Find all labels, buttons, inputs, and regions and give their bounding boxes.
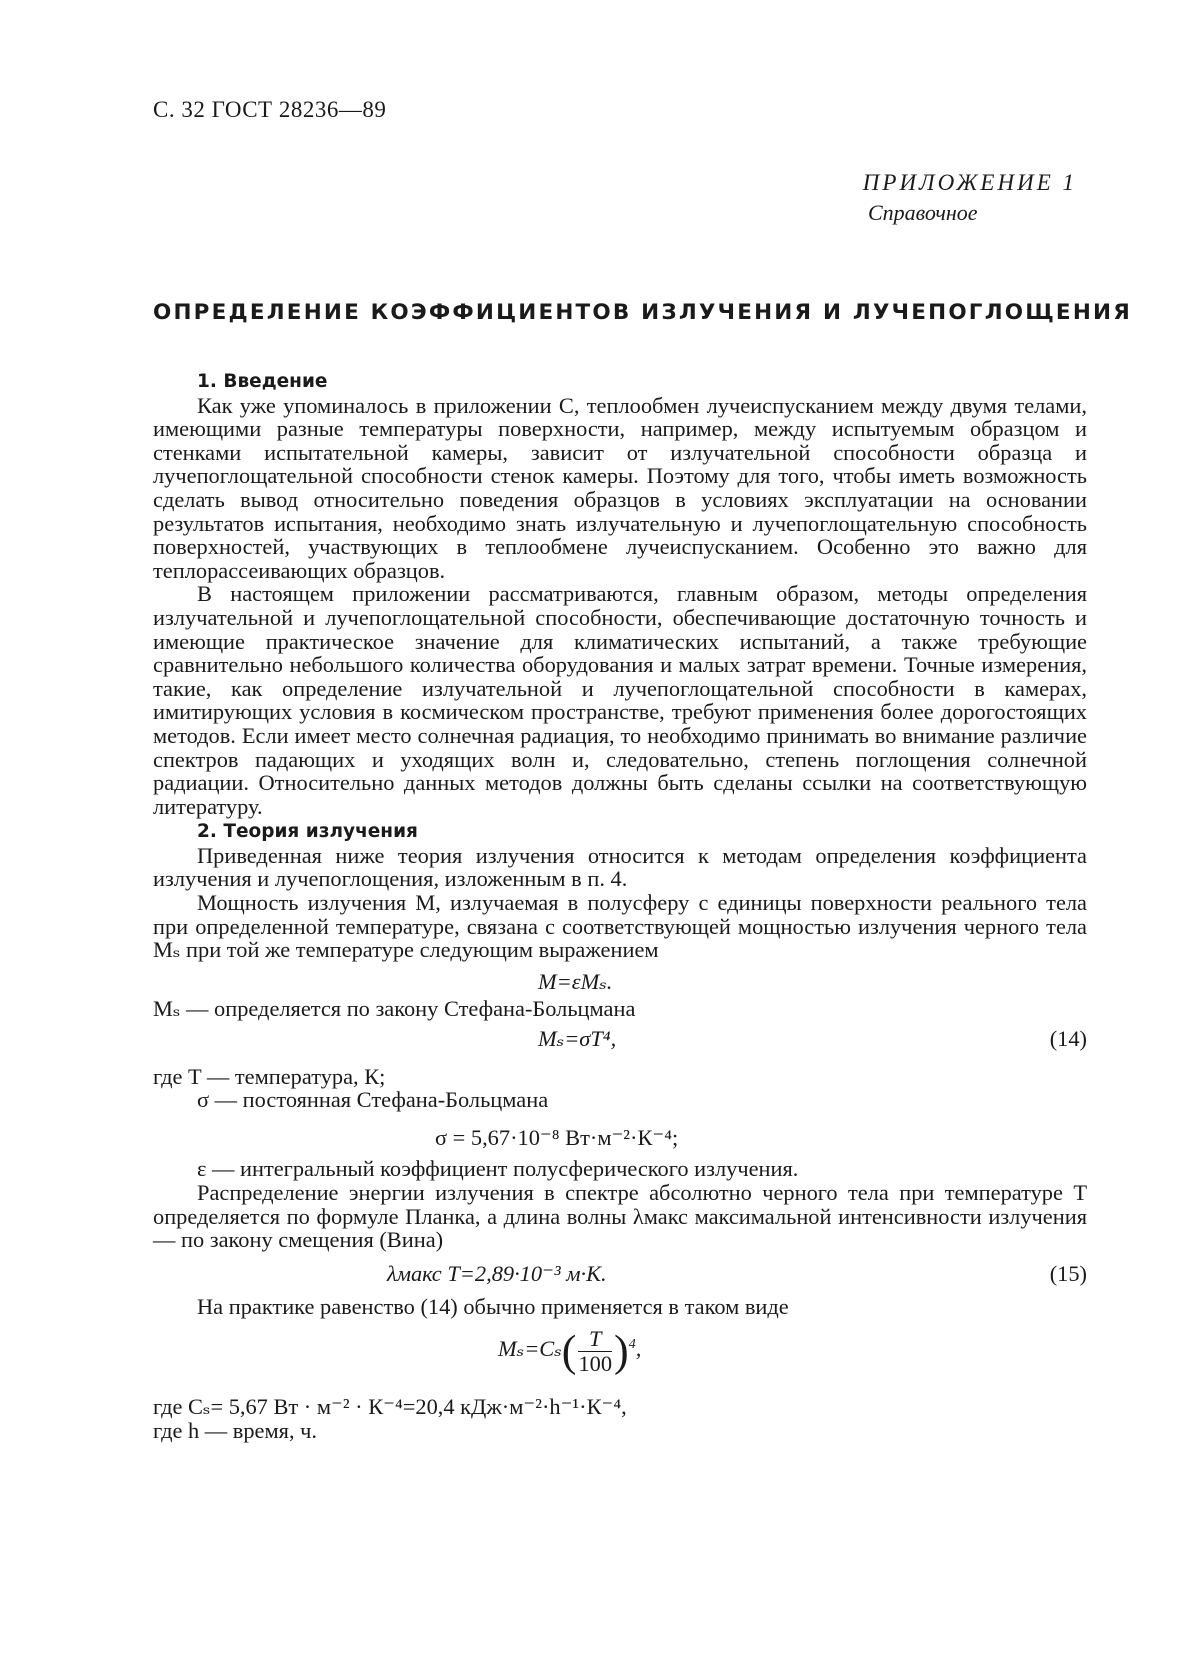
paragraph: На практике равенство (14) обычно применяется в таком виде <box>197 1294 789 1320</box>
cs-definition: где Cₛ= 5,67 Вт · м⁻² · К⁻⁴=20,4 кДж·м⁻²·h⁻¹·К⁻⁴, <box>153 1393 627 1419</box>
ms-definition: Mₛ — определяется по закону Стефана-Больцмана <box>153 996 636 1022</box>
formula-15: λмакс T=2,89·10⁻³ м·К. (15) <box>387 1260 1087 1286</box>
paragraph: Как уже упоминалось в приложении С, теплообмен лучеиспусканием между двумя телами, имеющими разные температуры поверхности, например, между испытуемым образцом и стенками испытательной камеры, зависит от излучательной способности образца и лучепоглощательной способности стенок камеры. Поэтому для того, чтобы иметь возможность сделать вывод относительно поведения образцов в условиях эксплуатации на основании результатов испытания, необходимо знать излучательную и лучепоглощательную способность поверхностей, участвующих в теплообмене лучеиспусканием. Особенно это важно для теплорассеивающих образцов. <box>153 392 1087 583</box>
equation-number: (15) <box>1049 1260 1087 1286</box>
sigma-definition: σ — постоянная Стефана-Больцмана <box>197 1087 549 1113</box>
h-definition: где h — время, ч. <box>153 1417 318 1443</box>
section-2-heading: 2. Теория излучения <box>197 821 418 843</box>
body-text <box>153 368 1087 1442</box>
appendix-label: ПРИЛОЖЕНИЕ 1 <box>862 170 1077 195</box>
document-title: ОПРЕДЕЛЕНИЕ КОЭФФИЦИЕНТОВ ИЗЛУЧЕНИЯ И ЛУЧЕПОГЛОЩЕНИЯ <box>153 300 1132 325</box>
formula-m: M=εMₛ. <box>538 968 613 994</box>
appendix-kind: Справочное <box>868 200 978 225</box>
page-header: С. 32 ГОСТ 28236—89 <box>153 97 387 122</box>
formula-16: Mₛ=Cₛ( $\frac{T}{100}$ )$^4$, <box>498 1325 642 1376</box>
fraction: $\frac{T}{100}$ <box>578 1325 613 1376</box>
formula-14: Mₛ=σT⁴, (14) <box>538 1026 1087 1052</box>
paragraph: Мощность излучения M, излучаемая в полусферу с единицы поверхности реального тела при определенной температуре, связана с соответствующей мощностью излучения черного тела Mₛ при той же температуре следующим выражением <box>153 890 1087 963</box>
where-t: где T — температура, К; <box>153 1063 386 1089</box>
epsilon-definition: ε — интегральный коэффициент полусферического излучения. <box>197 1156 799 1182</box>
paragraph: В настоящем приложении рассматриваются, главным образом, методы определения излучательной и лучепоглощательной способности, обеспечивающие достаточную точность и имеющие практическое значение для климатических испытаний, а также требующие сравнительно небольшого количества оборудования и малых затрат времени. Точные измерения, такие, как определение излучательной и лучепоглощательной способности в камерах, имитирующих условия в космическом пространстве, требуют применения более дорогостоящих методов. Если имеет место солнечная радиация, то необходимо принимать во внимание различие спектров падающих и уходящих волн и, следовательно, степень поглощения солнечной радиации. Относительно данных методов должны быть сделаны ссылки на соответствующую литературу. <box>153 581 1087 819</box>
paragraph: Приведенная ниже теория излучения относится к методам определения коэффициента излучения и лучепоглощения, изложенным в п. 4. <box>153 842 1087 892</box>
sigma-value: σ = 5,67·10⁻⁸ Вт·м⁻²·К⁻⁴; <box>435 1124 679 1150</box>
equation-number: (14) <box>1049 1026 1087 1052</box>
section-1-heading: 1. Введение <box>197 371 328 392</box>
paragraph: Распределение энергии излучения в спектре абсолютно черного тела при температуре T определяется по формуле Планка, а длина волны λмакс максимальной интенсивности излучения — по закону смещения (Вина) <box>153 1180 1087 1253</box>
